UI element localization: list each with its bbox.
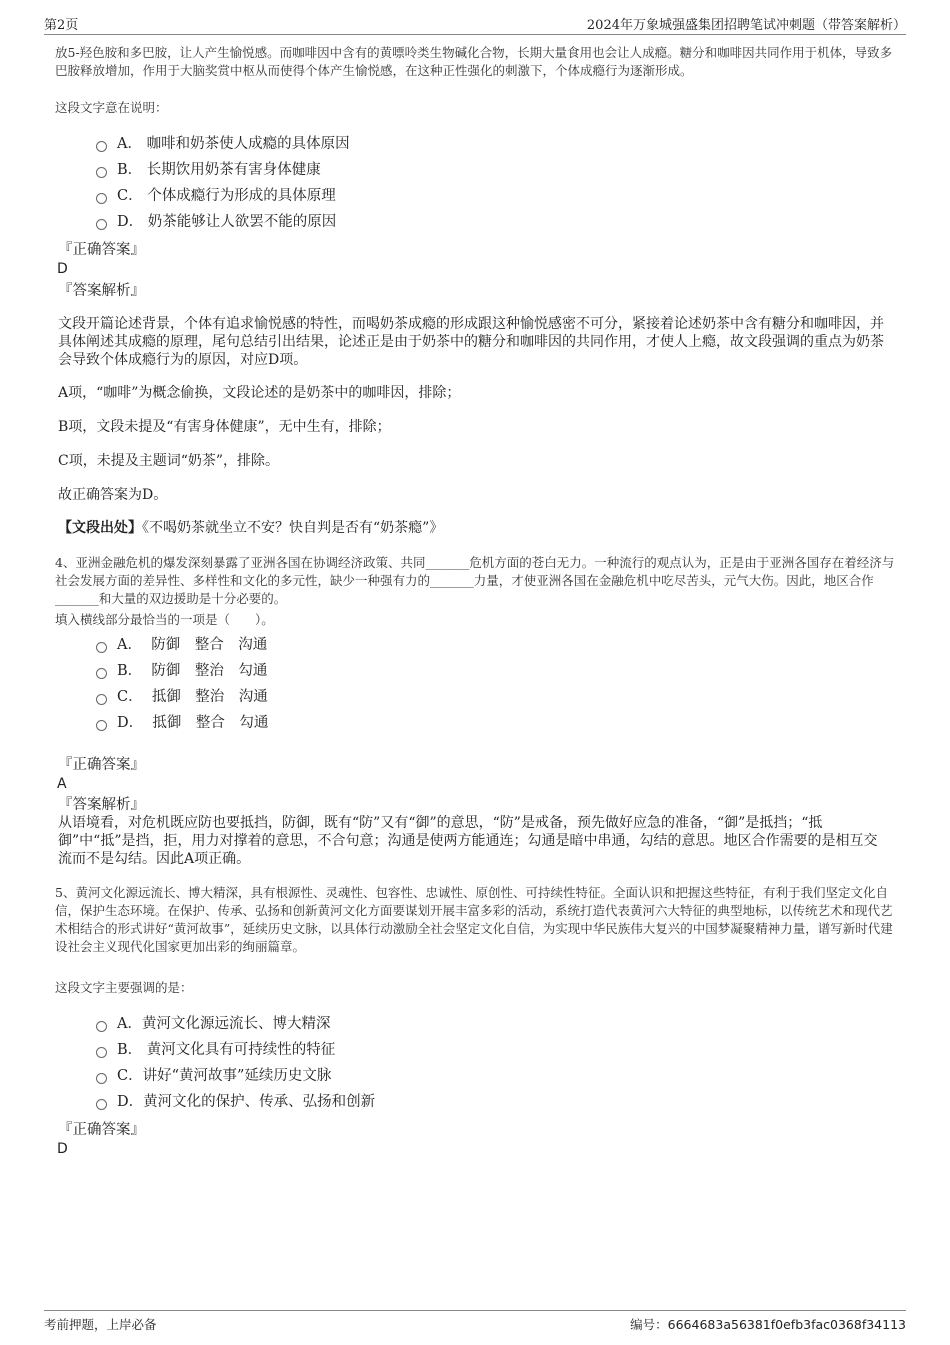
radio-icon[interactable] — [96, 694, 107, 705]
document-id: 编号：6664683a56381f0efb3fac0368f34113 — [630, 1317, 906, 1332]
q4-stem: 填入横线部分最恰当的一项是（ ）。 — [55, 612, 274, 627]
q3-answer-label: 『正确答案』 — [58, 242, 145, 258]
page-number: 第2页 — [44, 18, 79, 33]
q4-analysis-label: 『答案解析』 — [58, 797, 145, 813]
q3-source-text: 《不喝奶茶就坐立不安？快自判是否有“奶茶瘾”》 — [142, 520, 444, 536]
q3-stem: 这段文字意在说明： — [55, 100, 168, 115]
q3-answer: D — [57, 261, 68, 277]
q3-option-a[interactable] — [96, 134, 350, 154]
radio-icon[interactable] — [96, 219, 107, 230]
q4-option-c[interactable] — [96, 687, 268, 707]
radio-icon[interactable] — [96, 642, 107, 653]
q3-option-d[interactable] — [96, 212, 336, 232]
q5-option-c[interactable] — [96, 1066, 331, 1086]
q5-option-b[interactable] — [96, 1040, 335, 1060]
radio-icon[interactable] — [96, 1047, 107, 1058]
radio-icon[interactable] — [96, 167, 107, 178]
q5-option-d[interactable] — [96, 1092, 375, 1112]
q4-analysis: 从语境看，对危机既应防也要抵挡，防御，既有“防”又有“御”的意思，“防”是戒备，预先做好应急的准备，“御”是抵挡；“抵御”中“抵”是挡，拒，用力对撑着的意思，不合句意；沟通是使两方能通连；勾通是暗中串通，勾结的意思。地区合作需要的是相互交流而不是勾结。因此A项正确。 — [58, 815, 878, 867]
q3-option-b[interactable] — [96, 160, 321, 180]
q5-option-a-text: A．黄河文化源远流长、博大精深 — [117, 1016, 331, 1032]
radio-icon[interactable] — [96, 1099, 107, 1110]
q4-answer: A — [57, 776, 67, 792]
radio-icon[interactable] — [96, 1021, 107, 1032]
q4-option-d[interactable] — [96, 713, 268, 733]
q3-analysis-b: B项，文段未提及“有害身体健康”，无中生有，排除； — [58, 419, 391, 435]
q3-analysis-conclusion: 故正确答案为D。 — [58, 487, 168, 503]
q4-passage: 4、亚洲金融危机的爆发深刻暴露了亚洲各国在协调经济政策、共同_______危机方面的苍白无力。一种流行的观点认为，正是由于亚洲各国存在着经济与社会发展方面的差异性、多样性和文化的多元性，缺少一种强有力的_______力量，才使亚洲各国在金融危机中吃尽苦头，元气大伤。因此，地区合作_______和大量的双边援助是十分必要的。 — [55, 555, 895, 606]
q5-answer-label: 『正确答案』 — [58, 1122, 145, 1138]
q5-passage: 5、黄河文化源远流长、博大精深，具有根源性、灵魂性、包容性、忠诚性、原创性、可持续性特征。全面认识和把握这些特征，有利于我们坚定文化自信，保护生态环境。在保护、传承、弘扬和创新黄河文化方面要谋划开展丰富多彩的活动，系统打造代表黄河六大特征的典型地标，以传统艺术和现代艺术相结合的形式讲好“黄河故事”，延续历史文脉，以具体行动激励全社会坚定文化自信，为实现中华民族伟大复兴的中国梦凝聚精神力量，谱写新时代建设社会主义现代化国家更加出彩的绚丽篇章。 — [55, 885, 893, 954]
q5-option-b-text: B． 黄河文化具有可持续性的特征 — [117, 1042, 336, 1058]
page-header — [44, 14, 906, 35]
q4-option-c-text: C． 抵御 整治 沟通 — [117, 689, 268, 705]
q4-option-d-text: D． 抵御 整合 勾通 — [117, 715, 269, 731]
radio-icon[interactable] — [96, 720, 107, 731]
q3-option-c-text: C． 个体成瘾行为形成的具体原理 — [117, 188, 336, 204]
q3-analysis-label: 『答案解析』 — [58, 283, 145, 299]
q3-analysis-a: A项，“咖啡”为概念偷换，文段论述的是奶茶中的咖啡因，排除； — [58, 385, 461, 401]
radio-icon[interactable] — [96, 193, 107, 204]
q4-option-a-text: A． 防御 整合 沟通 — [117, 637, 268, 653]
page-footer — [44, 1310, 906, 1335]
q5-answer: D — [57, 1141, 68, 1157]
footer-slogan: 考前押题，上岸必备 — [44, 1317, 157, 1332]
q4-option-a[interactable] — [96, 635, 267, 655]
q4-answer-label: 『正确答案』 — [58, 757, 145, 773]
q4-option-b[interactable] — [96, 661, 267, 681]
document-title: 2024年万象城强盛集团招聘笔试冲刺题（带答案解析） — [586, 18, 906, 33]
q3-option-d-text: D． 奶茶能够让人欲罢不能的原因 — [117, 214, 337, 230]
q5-stem: 这段文字主要强调的是： — [55, 980, 193, 995]
q3-option-b-text: B． 长期饮用奶茶有害身体健康 — [117, 162, 321, 178]
q5-option-c-text: C．讲好“黄河故事”延续历史文脉 — [117, 1068, 332, 1084]
q3-analysis-c: C项，未提及主题词“奶茶”，排除。 — [58, 453, 280, 469]
radio-icon[interactable] — [96, 1073, 107, 1084]
q3-option-a-text: A． 咖啡和奶茶使人成瘾的具体原因 — [117, 136, 350, 152]
q3-source — [58, 519, 888, 537]
q5-option-a[interactable] — [96, 1014, 330, 1034]
q3-source-tag: 【文段出处】 — [58, 520, 142, 536]
q3-analysis-main: 文段开篇论述背景，个体有追求愉悦感的特性，而喝奶茶成瘾的形成跟这种愉悦感密不可分，紧接着论述奶茶中含有糖分和咖啡因，并具体阐述其成瘾的原理，尾句总结引出结果，论述正是由于奶茶中的糖分和咖啡因的共同作用，才使人上瘾，故文段强调的重点为奶茶会导致个体成瘾行为的原因，对应D项。 — [58, 316, 884, 368]
radio-icon[interactable] — [96, 141, 107, 152]
q3-passage: 放5-羟色胺和多巴胺，让人产生愉悦感。而咖啡因中含有的黄嘌呤类生物碱化合物，长期大量食用也会让人成瘾。糖分和咖啡因共同作用于机体，导致多巴胺释放增加，作用于大脑奖赏中枢从而使得个体产生愉悦感，在这种正性强化的刺激下，个体成瘾行为逐渐形成。 — [55, 45, 893, 78]
q4-option-b-text: B． 防御 整治 勾通 — [117, 663, 268, 679]
q3-option-c[interactable] — [96, 186, 336, 206]
radio-icon[interactable] — [96, 668, 107, 679]
q5-option-d-text: D．黄河文化的保护、传承、弘扬和创新 — [117, 1094, 376, 1110]
